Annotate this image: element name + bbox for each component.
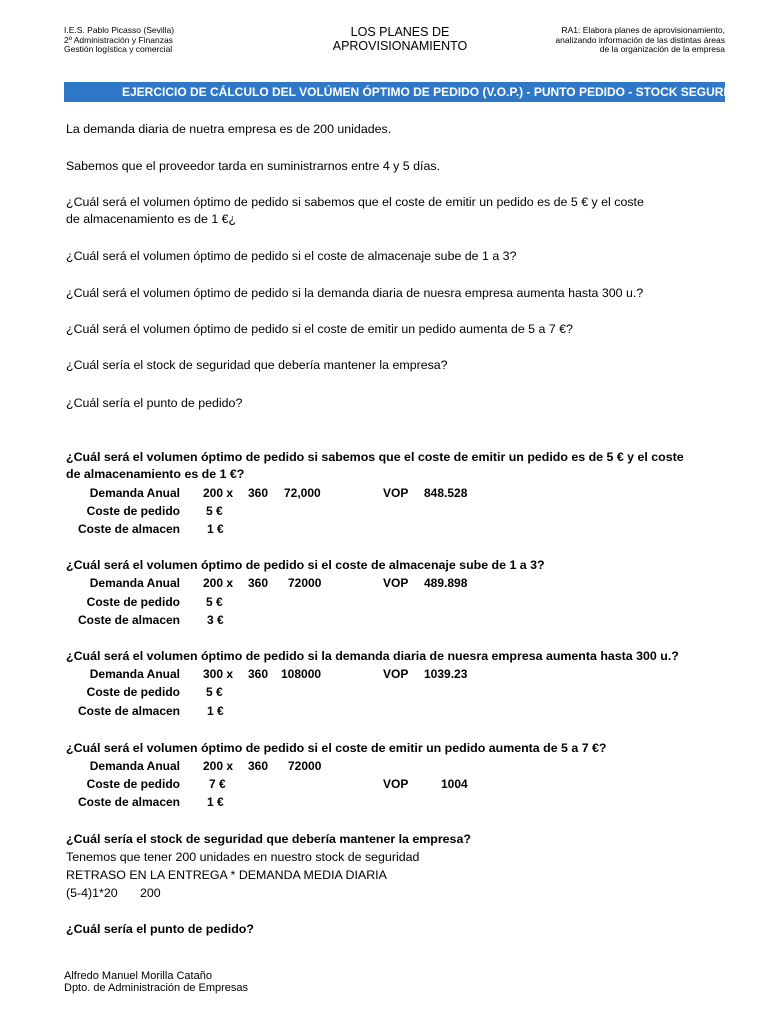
statement-demand: La demanda diaria de nuetra empresa es de 200 unidades.: [66, 122, 392, 136]
solution-2-vop-label: VOP: [383, 576, 409, 590]
solution-3-annual-demand: 108000: [281, 667, 322, 681]
header-module: Gestión logística y comercial: [64, 44, 173, 55]
solution-2-demanda-label: Demanda Anual: [89, 576, 180, 590]
solution-4-annual-demand: 72000: [288, 759, 322, 773]
footer: [64, 970, 248, 994]
footer-author: Alfredo Manuel Morilla Cataño: [64, 970, 212, 982]
solution-1-question-line-1: ¿Cuál será el volumen óptimo de pedido si sabemos que el coste de emitir un pedido es de 5 € y el coste: [66, 450, 684, 464]
solution-1-almacen-label: Coste de almacen: [77, 522, 180, 536]
solution-1-vop-value: 848.528: [424, 486, 468, 500]
header-ra-line-2: analizando información de las distintas áreas: [555, 34, 725, 45]
exercise-banner-title: EJERCICIO DE CÁLCULO DEL VOLÚMEN ÓPTIMO DE PEDIDO (V.O.P.) - PUNTO PEDIDO - STOCK SEGURID: [122, 85, 736, 99]
solution-3-question: ¿Cuál será el volumen óptimo de pedido si la demanda diaria de nuesra empresa aumenta hasta 300 u.?: [66, 649, 679, 663]
header-ra-line-3: de la organización de la empresa: [599, 44, 725, 55]
question-3: ¿Cuál será el volumen óptimo de pedido si la demanda diaria de nuesra empresa aumenta hasta 300 u.?: [66, 286, 644, 300]
solution-4-almacen-label: Coste de almacen: [77, 795, 180, 809]
solution-1-days: 360: [248, 486, 269, 500]
document-title: [300, 25, 500, 53]
header-school: I.E.S. Pablo Picasso (Sevilla): [64, 25, 175, 35]
question-1-line-1: ¿Cuál será el volumen óptimo de pedido si sabemos que el coste de emitir un pedido es de 5 € y el coste: [66, 195, 644, 209]
solution-5-formula-description: RETRASO EN LA ENTREGA * DEMANDA MEDIA DIARIA: [66, 868, 387, 882]
solution-4-pedido-label: Coste de pedido: [86, 777, 180, 791]
question-2: ¿Cuál será el volumen óptimo de pedido si el coste de almacenaje sube de 1 a 3?: [66, 249, 517, 263]
solution-5-formula: (5-4)1*20: [66, 886, 118, 900]
solution-4-vop-value: 1004: [441, 777, 468, 791]
solution-1-demanda-label: Demanda Anual: [89, 486, 180, 500]
solution-1-pedido-label: Coste de pedido: [86, 504, 180, 518]
document-title-line-1: LOS PLANES DE: [350, 25, 450, 39]
solution-3-pedido-value: 5 €: [206, 685, 223, 699]
header-learning-outcome: [555, 26, 725, 55]
solution-1-pedido-value: 5 €: [206, 504, 223, 518]
solution-1-annual-demand: 72,000: [284, 486, 321, 500]
solution-4-daily-demand: 200 x: [203, 759, 234, 773]
solution-1-almacen-value: 1 €: [207, 522, 224, 536]
question-5: ¿Cuál sería el stock de seguridad que debería mantener la empresa?: [66, 358, 448, 372]
solution-4-demanda-label: Demanda Anual: [89, 759, 180, 773]
solution-2-vop-value: 489.898: [424, 576, 468, 590]
solution-2-pedido-label: Coste de pedido: [86, 595, 180, 609]
solution-3-vop-value: 1039.23: [424, 667, 468, 681]
header-school-info: [64, 26, 174, 55]
solution-5-result: 200: [140, 886, 161, 900]
solution-6-question: ¿Cuál sería el punto de pedido?: [66, 922, 254, 936]
solution-3-daily-demand: 300 x: [203, 667, 234, 681]
statement-supplier: Sabemos que el proveedor tarda en suministrarnos entre 4 y 5 días.: [66, 159, 440, 173]
solution-2-question: ¿Cuál será el volumen óptimo de pedido si el coste de almacenaje sube de 1 a 3?: [66, 558, 545, 572]
solution-3-almacen-label: Coste de almacen: [77, 704, 180, 718]
solution-2-pedido-value: 5 €: [206, 595, 223, 609]
footer-department: Dpto. de Administración de Empresas: [64, 982, 249, 994]
header-ra-line-1: RA1: Elabora planes de aprovisionamiento,: [561, 25, 725, 35]
solution-2-annual-demand: 72000: [288, 576, 322, 590]
question-4: ¿Cuál será el volumen óptimo de pedido si el coste de emitir un pedido aumenta de 5 a 7 €?: [66, 322, 573, 336]
solution-1-vop-label: VOP: [383, 486, 409, 500]
solution-1-daily-demand: 200 x: [203, 486, 234, 500]
solution-3-days: 360: [248, 667, 269, 681]
solution-4-pedido-value: 7 €: [209, 777, 226, 791]
solution-3-almacen-value: 1 €: [207, 704, 224, 718]
document-title-line-2: APROVISIONAMIENTO: [332, 39, 468, 53]
solution-4-almacen-value: 1 €: [207, 795, 224, 809]
solution-5-question: ¿Cuál sería el stock de seguridad que debería mantener la empresa?: [66, 832, 471, 846]
solution-3-pedido-label: Coste de pedido: [86, 685, 180, 699]
solution-4-vop-label: VOP: [383, 777, 409, 791]
header-course: 2º Administración y Finanzas: [64, 34, 173, 45]
question-1-line-2: de almacenamiento es de 1 €¿: [66, 212, 237, 226]
solution-3-vop-label: VOP: [383, 667, 409, 681]
solution-3-demanda-label: Demanda Anual: [89, 667, 180, 681]
solution-2-daily-demand: 200 x: [203, 576, 234, 590]
solution-2-days: 360: [248, 576, 269, 590]
solution-5-answer: Tenemos que tener 200 unidades en nuestro stock de seguridad: [66, 850, 420, 864]
solution-1-question-line-2: de almacenamiento es de 1 €?: [66, 467, 245, 481]
solution-4-question: ¿Cuál será el volumen óptimo de pedido si el coste de emitir un pedido aumenta de 5 a 7 €?: [66, 741, 607, 755]
solution-2-almacen-value: 3 €: [207, 613, 224, 627]
question-6: ¿Cuál sería el punto de pedido?: [66, 396, 243, 410]
solution-2-almacen-label: Coste de almacen: [77, 613, 180, 627]
solution-4-days: 360: [248, 759, 269, 773]
